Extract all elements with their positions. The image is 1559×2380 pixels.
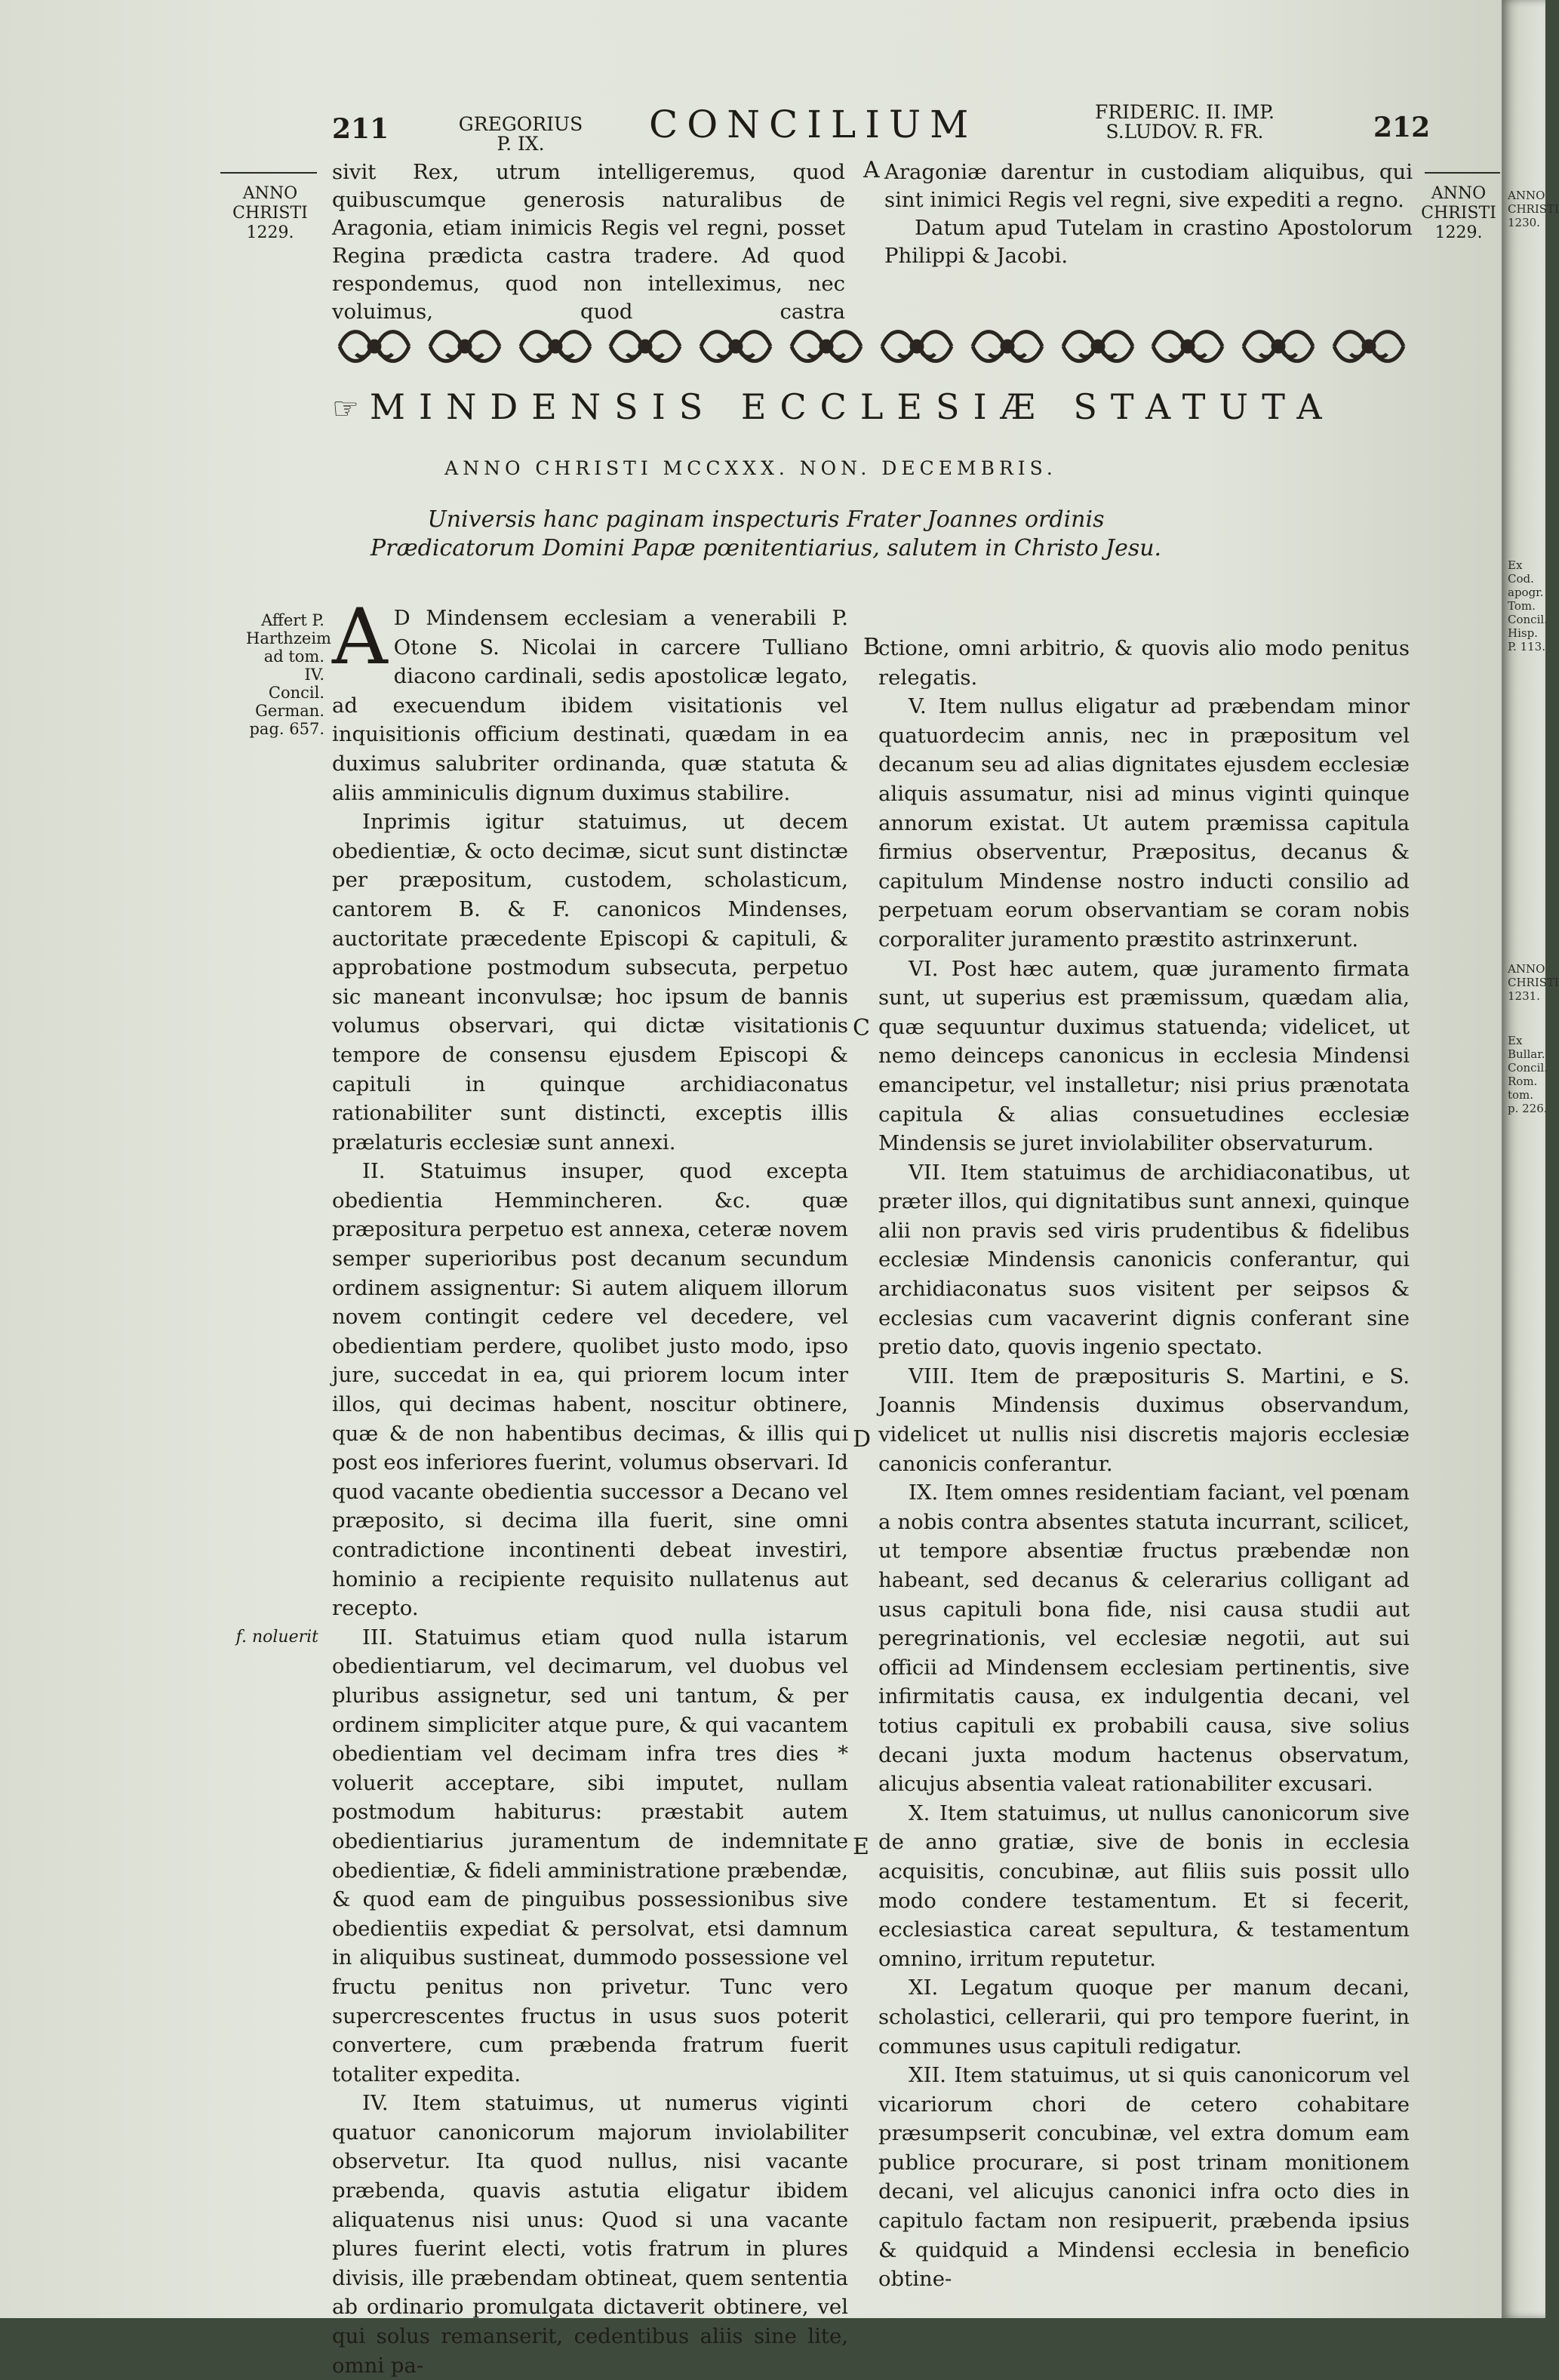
top-right-text — [884, 158, 1413, 270]
intro-text: D Mindensem ecclesiam a venerabili P. Otone S. Nicolai in carcere Tulliano diacono cardinali, sedis apostolicæ legato, ad execuendum ibidem visitationis vel inquisitionis officium destinati, quædam in ea duximus salubriter ordinanda, quæ statuta & aliis amminiculis dignum duximus stabilire. — [332, 606, 848, 805]
page-number-right: 212 — [1373, 112, 1431, 143]
fleuron-icon — [1236, 320, 1321, 373]
top-left-text — [332, 158, 845, 326]
statute-7: VII. Item statuimus de archidiaconatibus, ut præter illos, qui dignitatibus sunt annexi, quinque alii non pravis sed viris prudentibus & fidelibus ecclesiæ Mindensis canonicis conferantur, qui archidiaconatus suos visitent per seipsos & ecclesias cum vacaverint dignis conferant sine pretio dato, quovis ingenio spectato. — [878, 1160, 1410, 1360]
drop-cap: A — [332, 592, 388, 682]
salutation: Universis hanc paginam inspecturis Frater Joannes ordinis Prædicatorum Domini Papæ pœnitentiarius, salutem in Christo Jesu. — [370, 506, 1162, 561]
variant-note: f. noluerit — [235, 1628, 318, 1647]
margin-letter-b: B — [863, 634, 881, 660]
statute-6: VI. Post hæc autem, quæ juramento firmata sunt, ut superius est præmissum, quædam alia, quæ sequuntur duximus statuenda; videlicet, ut nemo deinceps canonicus in ecclesia Mindensi emancipetur, vel installetur; nisi prius prænotata capitula & alias consuetudines ecclesiæ Mindensis se juret inviolabiliter observaturum. — [878, 956, 1410, 1156]
facing-note-2: Ex Bullar. Concil. Rom. tom. p. 226. — [1508, 1034, 1548, 1115]
intro-paragraph — [332, 592, 848, 807]
statute-title-text: MINDENSIS ECCLESIÆ STATUTA — [369, 386, 1336, 427]
header-pope: GREGORIUS P. IX. — [458, 113, 583, 155]
statute-5: V. Item nullus eligatur ad præbendam minor quatuordecim annis, nec in præpositum vel decanum seu ad alias dignitates ejusdem ecclesiæ aliquis assumatur, nisi ad minus viginti quinque annorum existat. Ut autem præmissa capitula firmius observentur, Præpositus, decanus & capitulum Mindense nostro inducti consilio ad perpetuam eorum observantiam se coram nobis corporaliter juramento præstito astrinxerunt. — [878, 694, 1410, 952]
margin-letter-e: E — [853, 1834, 869, 1860]
statute-2: II. Statuimus insuper, quod excepta obedientia Hemmincheren. &c. quæ præpositura perpetuo est annexa, ceteræ novem semper superioribus post decanum secundum ordinem assignentur: Si autem aliquem illorum novem contingit cedere vel decedere, vel obedientiam perdere, quolibet justo modo, ipso jure, succedat in ea, qui priorem locum inter illos, qui decimas habent, noscitur obtinere, quæ & de non habentibus decimas, & illis qui post eos inferiores fuerint, volumus observari. Id quod vacante obedientia successor a Decano vel præposito, si decima illa fuerit, sine omni contradictione incontinenti debeat investiri, hominio a recipiente requisito nullatenus aut recepto. — [332, 1159, 848, 1621]
statute-3: III. Statuimus etiam quod nulla istarum obedientiarum, vel decimarum, vel duobus vel pluribus assignetur, sed uni tantum, & per ordinem simpliciter atque pure, & qui vacantem obedientiam vel decimam infra tres dies * voluerit acceptare, sibi imputet, nullam postmodum habiturus: præstabit autem obedientiarius juramentum de indemnitate obedientiæ, & fideli amministratione præbendæ, & quod eam de pinguibus possessionibus sive obedientiis expediat & persolvat, etsi damnum in aliquibus sustineat, dummodo possessione vel fructu penitus non privetur. Tunc vero supercrescentes fructus in usus suos poterit convertere, cum præbenda fratrum fuerit totaliter expedita. — [332, 1625, 848, 2086]
statute-title — [332, 386, 1388, 427]
margin-rule-left — [220, 172, 317, 174]
header-title: CONCILIUM — [649, 103, 978, 146]
statute-10: X. Item statuimus, ut nullus canonicorum sive de anno gratiæ, sive de bonis in ecclesia acquisitis, concubinæ, aut filiis suis possit ullo modo condere testamentum. Et si fecerit, ecclesiastica careat sepultura, & testamentum omnino, irritum reputetur. — [878, 1800, 1410, 1971]
anno-left: ANNO CHRISTI 1229. — [232, 184, 308, 242]
anno-right: ANNO CHRISTI 1229. — [1421, 184, 1496, 242]
statute-4-cont: ctione, omni arbitrio, & quovis alio modo penitus relegatis. — [878, 636, 1410, 690]
facing-note-1: Ex Cod. apogr. Tom. Concil. Hisp. P. 113. — [1508, 558, 1548, 653]
top-left-paragraph: sivit Rex, utrum intelligeremus, quod quibuscumque generosis naturalibus de Aragonia, etiam inimicis Regis vel regni, posset Regina prædicta castra tradere. Ad quod respondemus, quod non intelleximus, nec voluimus, quod castra — [332, 160, 845, 324]
fleuron-icon — [1056, 320, 1140, 373]
fleuron-icon — [965, 320, 1050, 373]
dated-line: Datum apud Tutelam in crastino Apostolorum Philippi & Jacobi. — [884, 216, 1413, 268]
facing-anno-2: ANNO CHRISTI 1231. — [1508, 962, 1559, 1003]
header-rulers: FRIDERIC. II. IMP. S.LUDOV. R. FR. — [1095, 101, 1275, 143]
source-note: Affert P. Harthzeim ad tom. IV. Concil. German. pag. 657. — [246, 611, 331, 738]
margin-letter-a: A — [863, 157, 880, 183]
fleuron-icon — [513, 320, 598, 373]
fleuron-icon — [875, 320, 959, 373]
fleuron-icon — [603, 320, 687, 373]
statute-date: ANNO CHRISTI MCCXXX. NON. DECEMBRIS. — [444, 457, 1057, 479]
page-number-left: 211 — [332, 113, 389, 145]
top-right-paragraph: Aragoniæ darentur in custodiam aliquibus, qui sint inimici Regis vel regni, sive expediti a regno. — [884, 160, 1413, 212]
statute-1: Inprimis igitur statuimus, ut decem obedientiæ, & octo decimæ, sicut sunt distinctæ per præpositum, custodem, scholasticum, cantorem B. & F. canonicos Mindenses, auctoritate præcedente Episcopi & capituli, & approbatione postmodum subsecuta, perpetuo sic maneant inconvulsæ; hoc ipsum de bannis volumus observari, qui dictæ visitationis tempore de consensu ejusdem Episcopi & capituli in quinque archidiaconatus rationabiliter sunt distincti, exceptis illis prælaturis ecclesiæ sunt annexi. — [332, 810, 848, 1155]
fleuron-icon — [693, 320, 778, 373]
margin-rule-right — [1425, 172, 1500, 174]
fleuron-icon — [784, 320, 869, 373]
fleuron-icon — [1327, 320, 1411, 373]
statute-8: VIII. Item de præposituris S. Martini, e S. Joannis Mindensis duximus observandum, videlicet ut nullis nisi discretis majoris ecclesiæ canonicis conferantur. — [878, 1364, 1410, 1476]
margin-letter-c: C — [853, 1015, 870, 1041]
fleuron-icon — [423, 320, 507, 373]
facing-page-edge — [1502, 0, 1559, 2318]
statute-12: XII. Item statuimus, ut si quis canonicorum vel vicariorum chori de cetero cohabitare præsumpserit concubinæ, vel extra domum eam publice procurare, si post trinam monitionem decani, vel alicujus canonici infra octo dies in capitulo factam non resipuerit, præbenda ipsius & quidquid a Mindensi ecclesia in beneficio obtine- — [878, 2063, 1410, 2292]
fleuron-icon — [1145, 320, 1230, 373]
left-column — [332, 592, 848, 2380]
fleuron-icon — [332, 320, 417, 373]
margin-letter-d: D — [853, 1426, 872, 1453]
right-column — [878, 634, 1410, 2294]
pointing-hand-icon: ☞ — [332, 392, 359, 426]
statute-11: XI. Legatum quoque per manum decani, scholastici, cellerarii, qui pro tempore fuerint, in communes usus capituli redigatur. — [878, 1976, 1410, 2059]
statute-9: IX. Item omnes residentiam faciant, vel pœnam a nobis contra absentes statuta incurrant, scilicet, ut tempore absentiæ fructus præbendæ non habeant, sed decanus & celerarius colligant ad usus capituli bona fide, nisi causa studii aut peregrinationis, vel ecclesiæ negotii, aut sui officii ad Mindensem ecclesiam pertinentis, sive infirmitatis causa, ex indulgentia decani, vel totius capituli ex probabili causa, sive solius decani juxta modum hactenus observatum, alicujus absentia valeat rationabiliter excusari. — [878, 1481, 1410, 1797]
statute-4: IV. Item statuimus, ut numerus viginti quatuor canonicorum majorum inviolabiliter observetur. Ita quod nullus, nisi vacante præbenda, quavis astutia eligatur ibidem aliquatenus nisi unus: Quod si una vacante plures fuerint electi, votis fratrum in plures divisis, ille præbendam obtineat, quem sententia ab ordinario promulgata dictaverit obtinere, vel qui solus remanserit, cedentibus aliis sine lite, omni pa- — [332, 2091, 848, 2378]
ornament-band — [332, 315, 1411, 377]
facing-anno-1: ANNO CHRISTI 1230. — [1508, 189, 1559, 229]
